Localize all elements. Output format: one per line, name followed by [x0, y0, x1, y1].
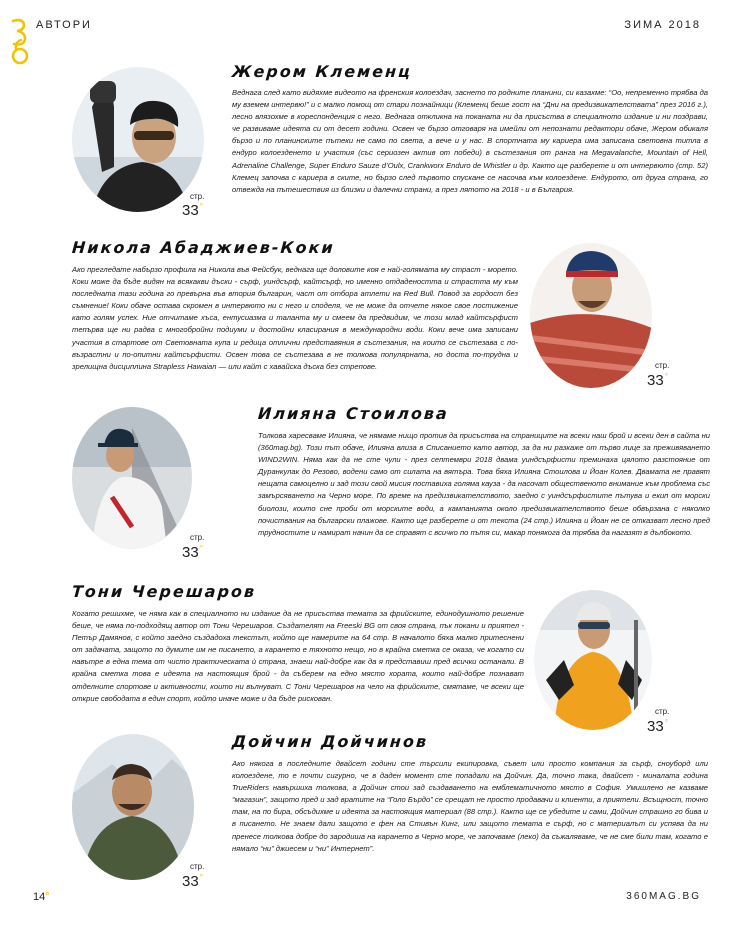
photo-illustration: [530, 243, 652, 388]
degree-mark: °: [199, 873, 203, 882]
photo-illustration: [534, 590, 652, 730]
degree-mark: °: [664, 718, 668, 727]
section-title: АВТОРИ: [36, 19, 92, 31]
author-bio: Толкова харесваме Илияна, че нямаме нищо против да присъства на страниците на всеки наш брой и всеки ден в сайта ни (360mag.bg). Този път обаче, Илияна влиза в Списанието като автор, за да ни разкаже от първо лице за преживяването WIND2WIN. Няма как да не сте чули - през септември 2018 двама уиндсърфисти преминаха цялото разстояние от Дуранкулак до Резово, водени само от силата на вятъра. Това бяха Илияна Стоилова и Йоан Колев. Двамата не правят нещата самоцелно и зад този свой мисия поставиха голяма кауза - да насочат общественото внимание към проблема със замърсяването на Черно море. По време на предизвикателството, заедно с уиндсърфистите пътува и екип от морски биолози, които сне проби от морските води, а кампанията около предизвикателството беше обвързана с няколко почиствания на български плажове. Както ще разберете и от текста (24 стр.) Илияна и Йоан не се отказват лесно пред трудностите и намират начин да се справят с всичко по пътя си, макар понякога да трябва да нагазят в дълбокото.: [258, 431, 710, 537]
author-bio: Когато решихме, че няма как в специалното ни издание да не присъства темата за фрийските, единодушното решение беше, че няма по-подходящ автор от Тони Черешаров. Създателят на Freeski BG от своя страна, пък покани и приятел - Петър Дамянов, с който заедно създадоха текстът, който ще намерите на 64 стр. В началото бяха малко притеснени от задачата, защото по думите им не писането, а карането е тяхното нещо, но в крайна сметка се оказа, че когато си навътре в една тема от чисто практическата ѝ страна, знаеш най-добре как да я представиш пред всички останали. В крайна сметка това е идеята на настоящия брой - да съберем на едно място хората, които най-добре познават отделните спортове и активности, които ни вълнуват. С Тони Черешаров на чело на фрийските, смятаме, че всеки ще открие свободата в един спорт, който иначе може и да бъде рискован.: [72, 609, 524, 703]
author-name: Никола Абаджиев-Коки: [71, 238, 336, 257]
author-photo-iliyana: [72, 407, 192, 549]
author-photo-doychin: [72, 734, 194, 880]
degree-mark: °: [199, 202, 203, 211]
author-photo-jerome: [72, 67, 204, 212]
page-ref-label: стр.: [655, 361, 670, 370]
photo-illustration: [72, 67, 204, 212]
author-photo-nikola: [530, 243, 652, 388]
issue-label: ЗИМА 2018: [624, 19, 701, 31]
degree-mark: °: [199, 544, 203, 553]
photo-illustration: [72, 734, 194, 880]
page-ref-number: 33°: [647, 718, 668, 735]
author-name: Илияна Стоилова: [257, 404, 450, 423]
page-ref-number: 33°: [182, 544, 203, 561]
author-name: Дойчин Дойчинов: [231, 732, 429, 751]
site-url: 360MAG.BG: [626, 891, 701, 902]
page-ref-label: стр.: [190, 862, 205, 871]
author-bio: Ако някога в последните двайсет години сте търсили екипировка, съвет или просто компания за сърф, сноуборд или колоездене, то е почти сигурно, че в даден момент сте попадали на Дойчин. Да, точно така, двайсет - миналата година TrueRiders навършиха толкова, а Дойчин стои зад създаването на емблематичното място в София. Умишлено не казваме “магазин”, защото пред и зад вратите на “Голо Бърдо” се срещат не просто продавачи и клиенти, а приятели. Всъщност, точно там, на по бира, обсъдихме и идеята за настоящия материал (88 стр.). Както ще се убедите и сами, Дойчин страшно го бива и в писането. Не знаем дали защото е фен на Стивън Кинг, или защото темата е сърф, но с материалът си успява да ни пренесе толкова добре до зародиша на карането в Черно море, че започваме (леко) да съжаляваме, че не сме били там, когато е нямало “ни” джиесем и “ни” Интернет”.: [232, 759, 708, 853]
magazine-logo-icon: [9, 16, 31, 66]
page-ref-label: стр.: [190, 533, 205, 542]
page-ref-label: стр.: [655, 707, 670, 716]
author-photo-toni: [534, 590, 652, 730]
page-ref-label: стр.: [190, 192, 205, 201]
degree-mark: °: [45, 891, 50, 903]
page-ref-number: 33°: [182, 873, 203, 890]
page-ref-number: 33°: [182, 202, 203, 219]
degree-mark: °: [664, 372, 668, 381]
author-bio: Ако прегледате набързо профила на Никола във Фейсбук, веднага ще доловите коя е най-голямата му страст - морето. Коки може да бъде видян на всякакви дъски - сърф, уиндсърф, кайтсърф, но именно отдадеността и страстта му към последната тази година го превърна във втория българин, част от отбора атлети на Red Bull. Повод за гордост без съмнение! Коки обаче остава скромен в интервюто ни с него и споделя, че не може да отчете някое свое постижение като голям успех. Ние отчитаме хъса, ентусиазма и таланта му и смеем да предвидим, че този млад кайтсърфист тепърва ще ни радва с многобройни подиуми и достойни класирания в международни води. Коки вече има записани участия в стартове от Световната купа и редица отлични представяния в състезания, на които се състезава с по-възрастни и по-опитни кайтсърфисти. Освен това се състезава в не толкова популярната, но доста по-трудна и зрелищна дисциплина Strapless Hawaian — или кайт с хавайска дъска без стрепове.: [72, 265, 518, 371]
photo-illustration: [72, 407, 192, 549]
author-name: Жером Клеменц: [231, 62, 413, 81]
author-name: Тони Черешаров: [71, 582, 257, 601]
page-number: 14°: [33, 891, 50, 903]
page-ref-number: 33°: [647, 372, 668, 389]
author-bio: Веднага след като видяхме видеото на френския колоездач, заснето по родните планини, си казахме: “Оо, непременно трябва да му вземем интервю!” и с малко помощ от стари познайници (Клеменц беше гост на “Дни на предизвикателствата” през 2016 г.), лесно влязохме в кореспонденция с него. Веднага откликна на поканата ни да присъства в специалното издание и ни поздрави, че развиваме идеята си от десет години. Освен че бързо отговаря на имейли от непознати редактори обаче, Жером обикаля бързо и по планинските пътеки не само по света, а вече и у нас. В спортната му кариера има записана световна титла в ендуро колоезденето и участия (със сериозен актив от победи) в състезания от ранга на Megavalanche, Mountain of Hell, Adrenaline Challenge, Super Enduro Sauze d’Oulx, Crankworx Enduro de Whistler и др. Както ще разберете и от интервюто (стр. 52) Клемец започва с кариера в ските, но бързо след първото спускане се насочва към колоездене. Ендурото, от друга страна, го отвежда на пътешествия из близки и далечни страни, а през лятото на 2018 - и в България.: [232, 88, 708, 194]
